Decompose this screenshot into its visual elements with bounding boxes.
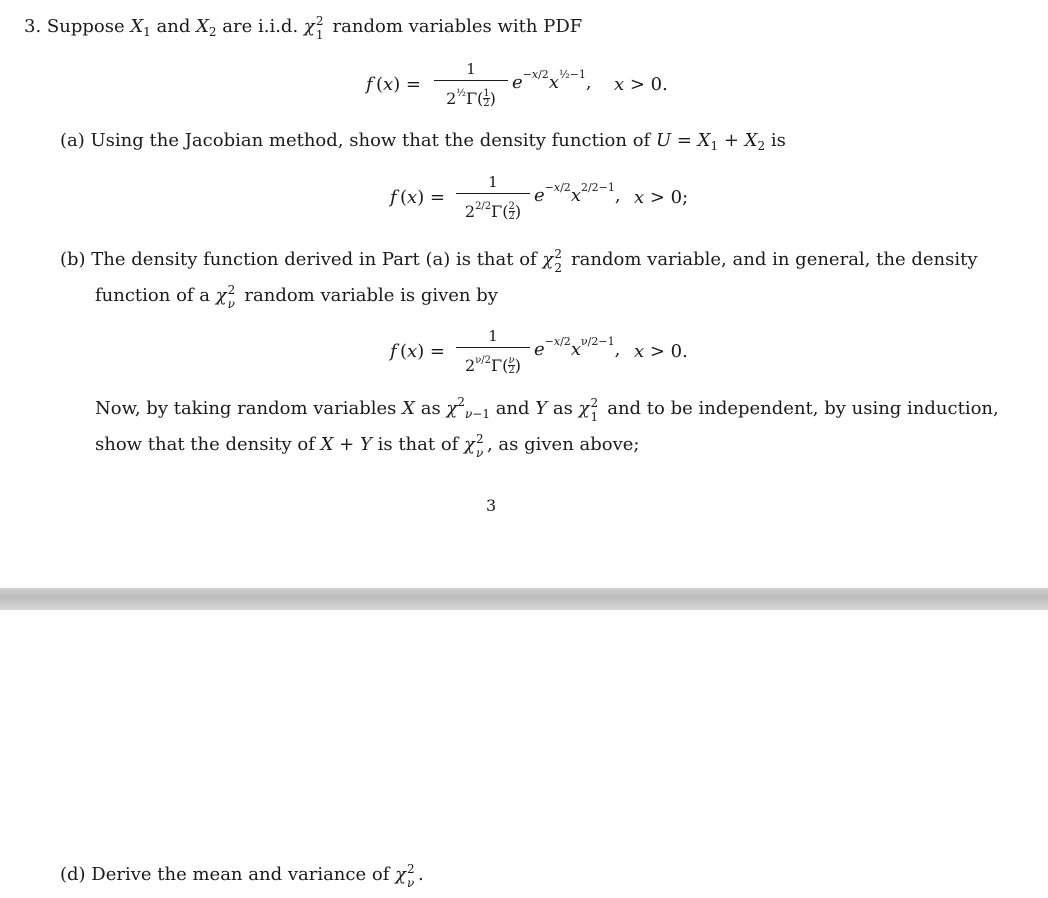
part-b-line-2: function of a χ 2 ν random variable is given by: [95, 283, 498, 311]
pdf-formula-chi2: f (x) = 1 $2^{2/2}\Gamma$( $\frac{2}{2}$ ) $e^{-x/2}x^{2/2-1}$, x > 0;: [390, 173, 689, 222]
part-a-text: (a) Using the Jacobian method, show that the density function of $U = X_1 + X_2$ is: [60, 130, 786, 153]
question-3-intro: 3. Suppose $X_1$ and $X_2$ are i.i.d. χ 2 1 random variables with PDF: [24, 14, 583, 42]
part-b-line-1: (b) The density function derived in Part (a) is that of χ 2 2 random variable, and in general, the density: [60, 247, 978, 275]
part-b-line-4: show that the density of X + Y is that of χ 2 ν , as given above;: [95, 432, 640, 460]
pdf-formula-chi1: f (x) = 1 $2^{\frac{1}{2}}\Gamma$( $\frac{1}{2}$ ) $e^{-x/2}x^{\frac{1}{2}-1}$, x > 0.: [366, 60, 668, 109]
pdf-formula-chi-nu: f (x) = 1 $2^{\nu/2}\Gamma$( $\frac{\nu}{2}$ ) $e^{-x/2}x^{\nu/2-1}$, x > 0.: [390, 327, 688, 376]
part-d-text: (d) Derive the mean and variance of χ 2 ν .: [60, 862, 424, 890]
page-separator: [0, 588, 1048, 610]
part-b-line-3: Now, by taking random variables X as $\chi^2_{\nu-1}$ and Y as χ 2 1 and to be independent, by using induction,: [95, 395, 999, 424]
page-number: 3: [486, 496, 497, 515]
document-page-4: [0, 610, 1048, 898]
